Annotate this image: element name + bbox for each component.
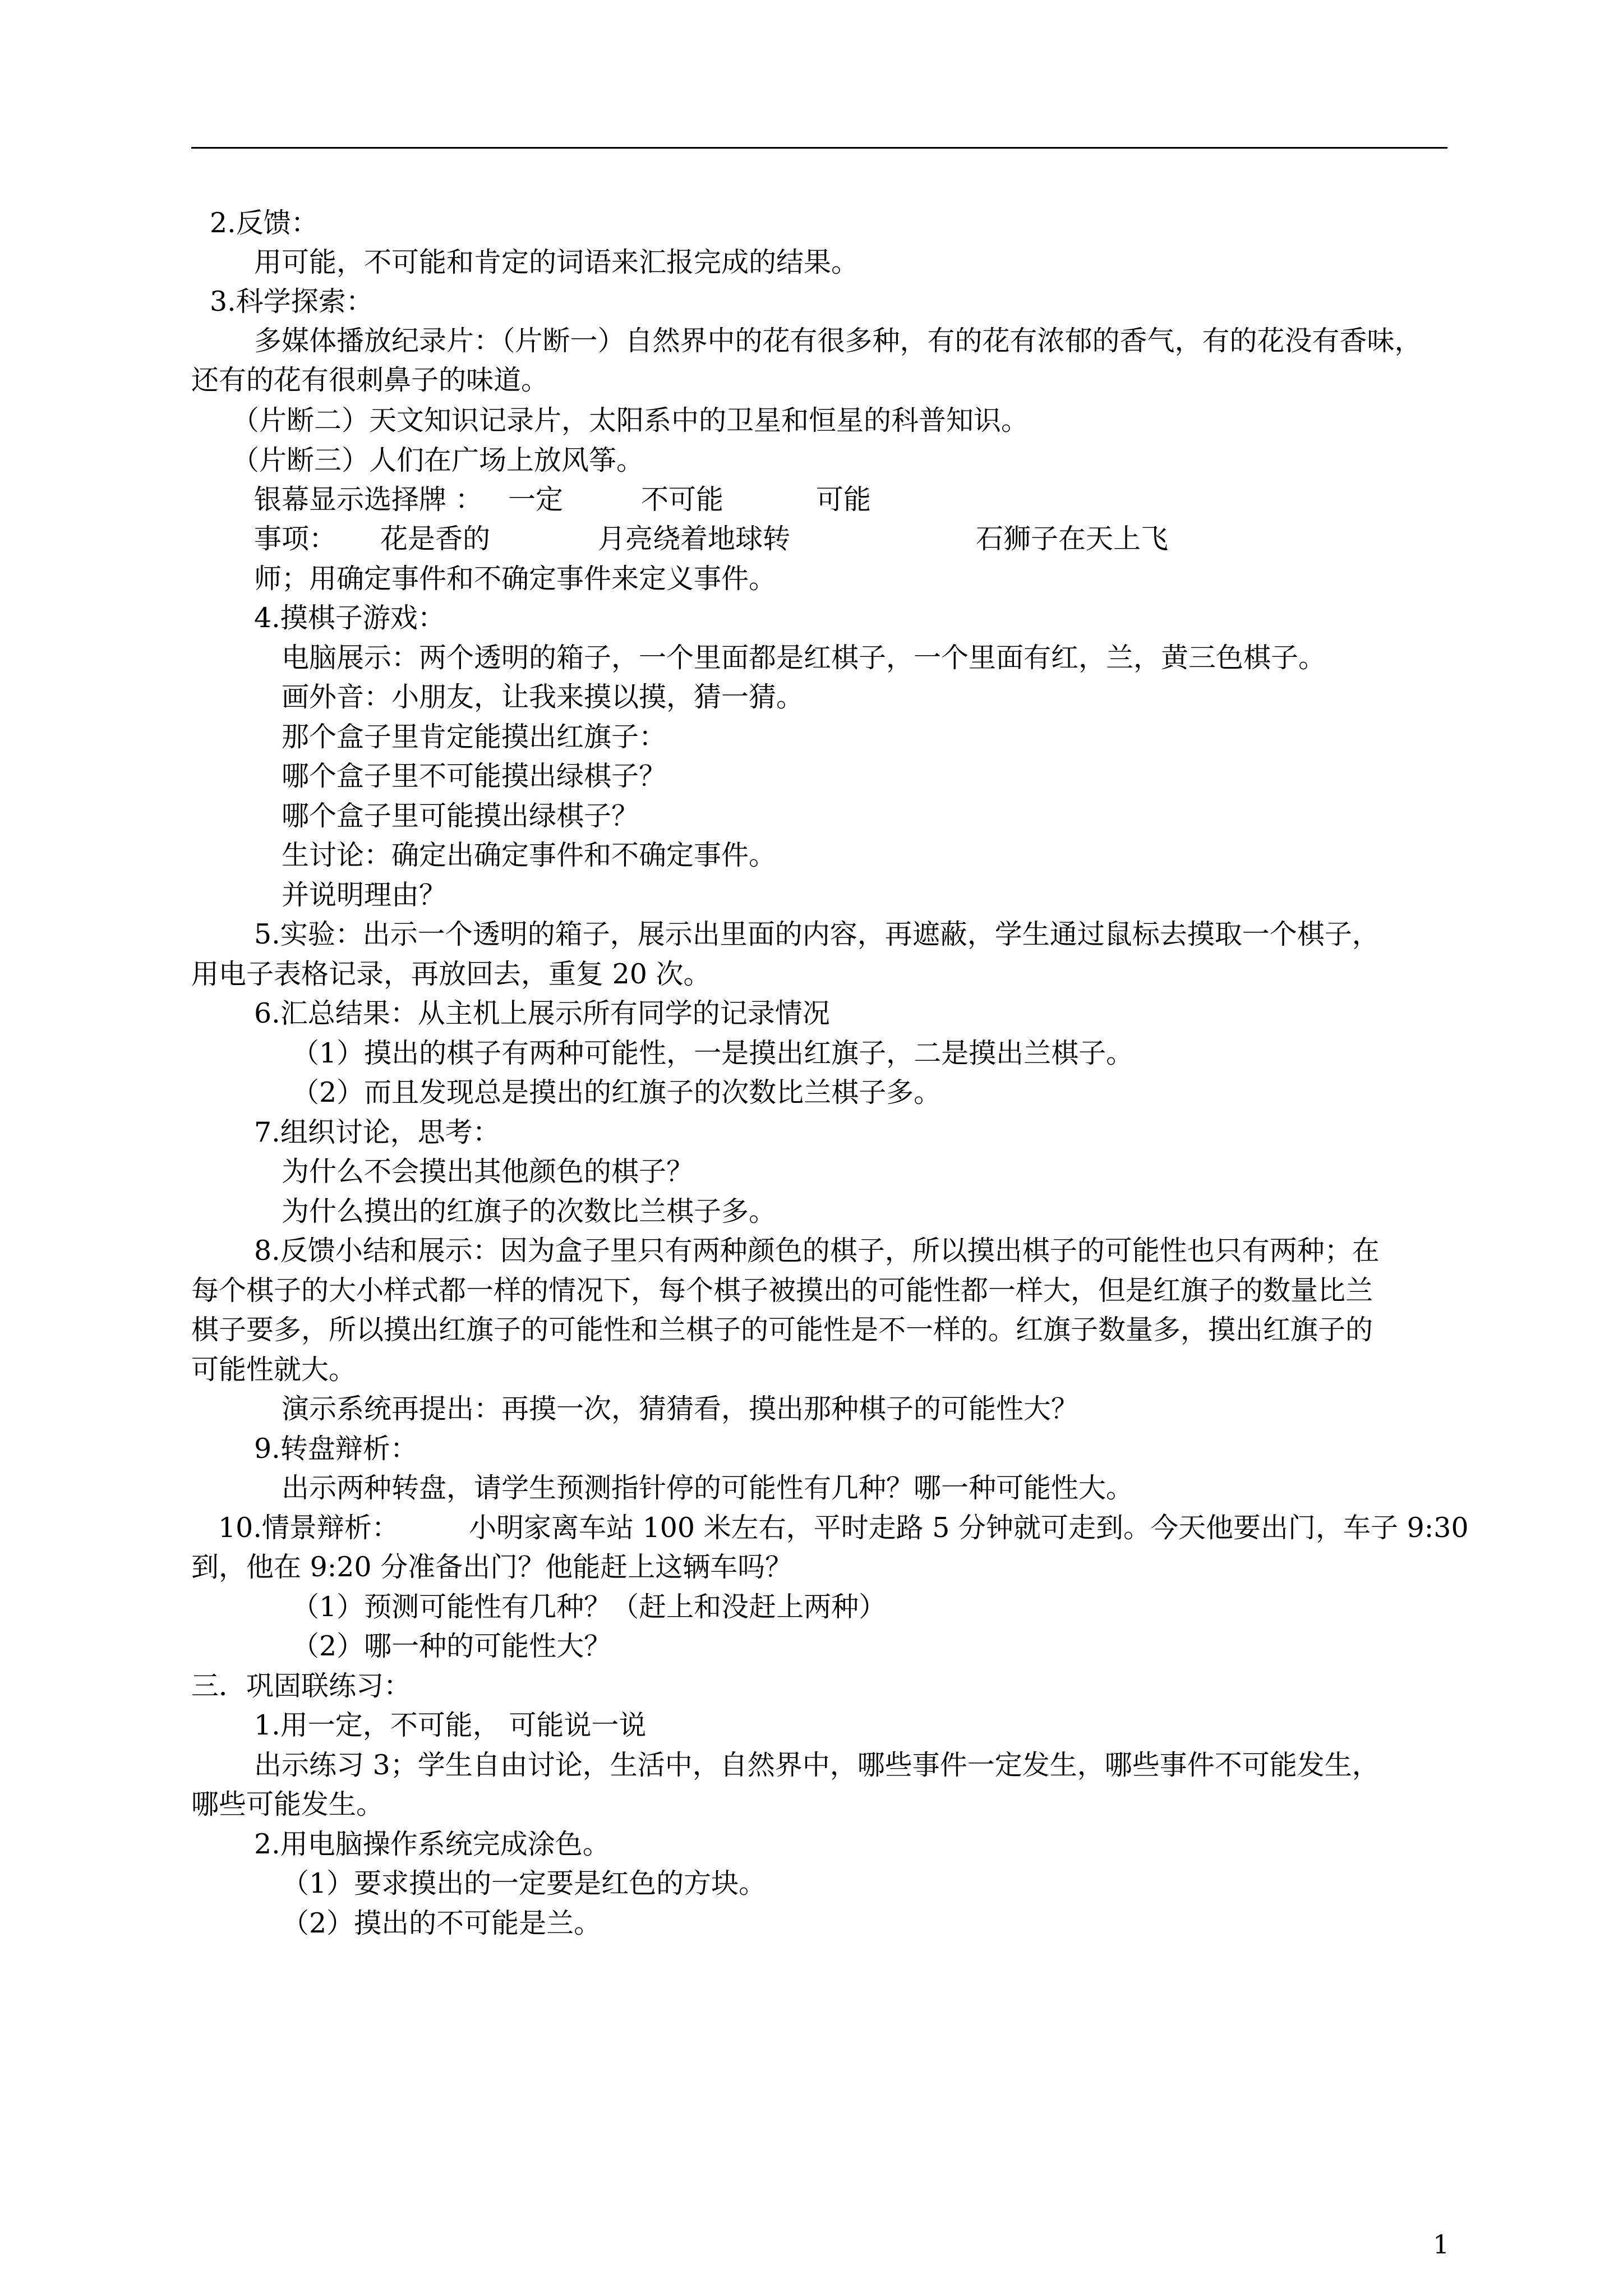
text-line: 为什么摸出的红旗子的次数比兰棋子多。: [282, 1195, 777, 1227]
text-line: 7.组织讨论，思考：: [254, 1116, 500, 1148]
text-line: 事项：: [254, 523, 337, 555]
text-line: 8.反馈小结和展示：因为盒子里只有两种颜色的棋子，所以摸出棋子的可能性也只有两种；在: [254, 1235, 1380, 1267]
text-line: 到，他在 9:20 分准备出门？他能赶上这辆车吗？: [191, 1551, 793, 1583]
text-line: 石狮子在天上飞: [976, 523, 1169, 555]
text-line: 电脑展示：两个透明的箱子，一个里面都是红棋子，一个里面有红，兰，黄三色棋子。: [282, 642, 1326, 674]
text-line: 小明家离车站 100 米左右，平时走路 5 分钟就可走到。今天他要出门，车子 9:30: [469, 1512, 1469, 1544]
text-line: （片断二）天文知识记录片，太阳系中的卫星和恒星的科普知识。: [232, 404, 1029, 436]
text-line: 用可能，不可能和肯定的词语来汇报完成的结果。: [254, 246, 859, 278]
text-line: 9.转盘辩析：: [254, 1433, 418, 1465]
page-number: 1: [1433, 2229, 1450, 2260]
text-line: 2.用电脑操作系统完成涂色。: [254, 1828, 610, 1860]
text-line: 1.用一定，不可能， 可能说一说: [254, 1709, 647, 1741]
text-line: （2）摸出的不可能是兰。: [282, 1907, 602, 1939]
text-line: 4.摸棋子游戏：: [254, 602, 445, 634]
text-line: （1）预测可能性有几种？（赶上和没赶上两种）: [292, 1591, 887, 1623]
text-line: 出示两种转盘，请学生预测指针停的可能性有几种？哪一种可能性大。: [282, 1472, 1134, 1504]
text-line: 一定: [508, 484, 564, 516]
text-line: 可能性就大。: [191, 1354, 357, 1386]
text-line: 哪个盒子里不可能摸出绿棋子？: [282, 760, 667, 792]
text-line: 并说明理由？: [282, 879, 447, 911]
text-line: 哪些可能发生。: [191, 1788, 384, 1820]
text-line: 为什么不会摸出其他颜色的棋子？: [282, 1156, 694, 1188]
text-line: （2）哪一种的可能性大？: [292, 1630, 612, 1662]
text-line: （1）摸出的棋子有两种可能性，一是摸出红旗子，二是摸出兰棋子。: [292, 1037, 1134, 1069]
text-line: 花是香的: [380, 523, 491, 555]
text-line: 可能: [816, 484, 872, 516]
text-line: 不可能: [641, 484, 724, 516]
text-line: 6.汇总结果：从主机上展示所有同学的记录情况: [254, 997, 830, 1029]
text-line: 那个盒子里肯定能摸出红旗子：: [282, 721, 667, 753]
text-line: （2）而且发现总是摸出的红旗子的次数比兰棋子多。: [292, 1076, 942, 1108]
text-line: 画外音：小朋友，让我来摸以摸，猜一猜。: [282, 681, 804, 713]
text-line: 还有的花有很刺鼻子的味道。: [191, 364, 549, 396]
text-line: 用电子表格记录，再放回去，重复 20 次。: [191, 958, 711, 990]
text-line: 演示系统再提出：再摸一次，猜猜看，摸出那种棋子的可能性大？: [282, 1393, 1079, 1425]
text-line: 三．巩固联练习：: [191, 1670, 412, 1702]
text-line: 生讨论：确定出确定事件和不确定事件。: [282, 839, 777, 871]
text-line: 5.实验：出示一个透明的箱子，展示出里面的内容，再遮蔽，学生通过鼠标去摸取一个棋子，: [254, 918, 1380, 950]
header-rule: [191, 147, 1447, 149]
text-line: 哪个盒子里可能摸出绿棋子？: [282, 800, 639, 832]
text-line: 师；用确定事件和不确定事件来定义事件。: [254, 563, 777, 595]
text-line: 出示练习 3；学生自由讨论，生活中，自然界中，哪些事件一定发生，哪些事件不可能发生，: [254, 1749, 1380, 1781]
text-line: 每个棋子的大小样式都一样的情况下，每个棋子被摸出的可能性都一样大，但是红旗子的数量比兰: [191, 1274, 1373, 1306]
text-line: （1）要求摸出的一定要是红色的方块。: [282, 1867, 767, 1899]
text-line: 3.科学探索：: [210, 286, 374, 318]
text-line: 棋子要多，所以摸出红旗子的可能性和兰棋子的可能性是不一样的。红旗子数量多，摸出红旗子的: [191, 1314, 1373, 1346]
text-line: 月亮绕着地球转: [598, 523, 791, 555]
text-line: （片断三）人们在广场上放风筝。: [232, 444, 644, 476]
text-line: 银幕显示选择牌 ：: [254, 484, 483, 516]
text-line: 2.反馈：: [210, 207, 319, 239]
text-line: 10.情景辩析：: [218, 1512, 399, 1544]
text-line: 多媒体播放纪录片：（片断一）自然界中的花有很多种，有的花有浓郁的香气，有的花没有香味，: [254, 325, 1422, 357]
